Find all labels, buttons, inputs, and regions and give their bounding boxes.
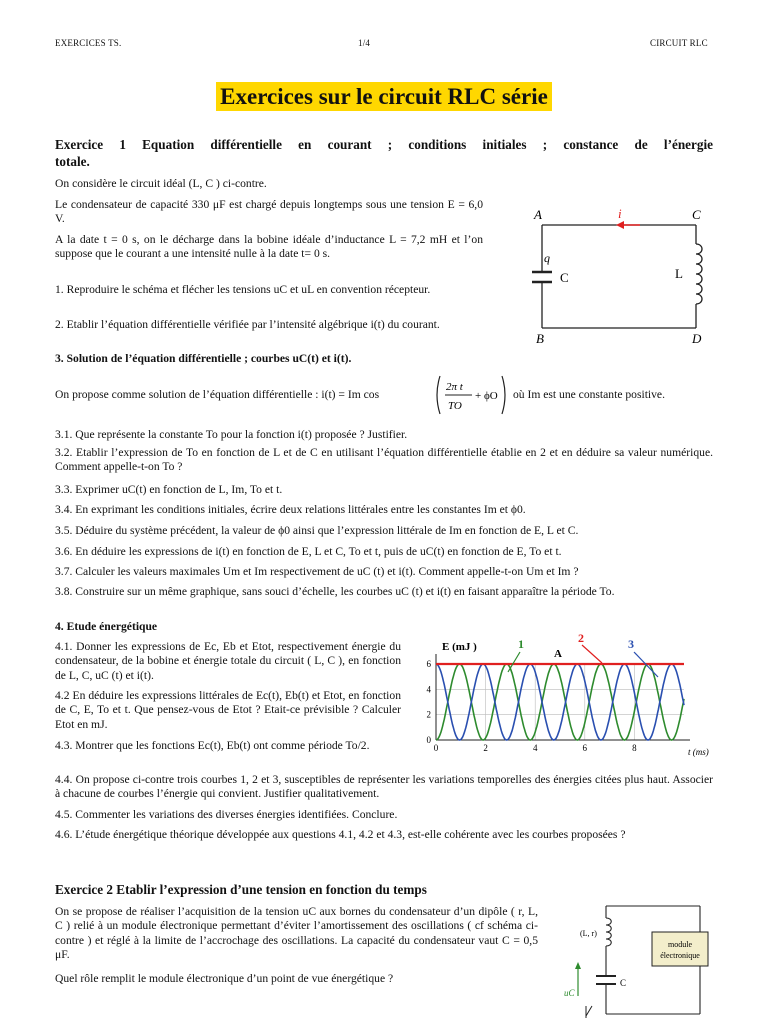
node-B: B — [536, 331, 544, 346]
y-tick-label: 6 — [426, 659, 431, 669]
x-tick-label: 6 — [582, 743, 588, 753]
formula-fraction — [432, 374, 512, 416]
ex1-q33: 3.3. Exprimer uC(t) en fonction de L, Im, To et t. — [55, 483, 283, 496]
ex1-q34: 3.4. En exprimant les conditions initiales, écrire deux relations littérales entre les constantes Im et ϕ0. — [55, 503, 526, 516]
ex2-p1: On se propose de réaliser l’acquisition de la tension uC aux bornes du condensateur d’un dipôle ( r, L, C ) relié à un module électronique permettant d’éviter l’amortissement des oscillations ( cf schéma ci-contre ) et réglé à la limite de l’accrochage des oscillations. La capacité du condensateur vaut C = 0,5 μF. — [55, 905, 538, 961]
formula-line — [55, 374, 715, 416]
header-right: CIRCUIT RLC — [650, 38, 708, 48]
current-label: i — [618, 206, 622, 221]
ex1-q1: 1. Reproduire le schéma et flécher les tensions uC et uL en convention récepteur. — [55, 283, 431, 296]
curve-label-3: 3 — [628, 637, 634, 651]
node-D: D — [692, 331, 702, 346]
ex1-q42: 4.2 En déduire les expressions littérales de Ec(t), Eb(t) et Etot, en fonction de C, E, To et t. Que pensez-vous de Etot ? Etait-ce prévisible ? Calculer Etot en mJ. — [55, 689, 401, 731]
y-tick-label: 2 — [426, 709, 431, 720]
curve-label-1: 1 — [518, 637, 524, 651]
node-C: C — [692, 207, 701, 222]
pointer-1 — [508, 652, 520, 672]
chart-ylabel: E (mJ ) — [442, 641, 477, 653]
x-tick-label: 4 — [532, 743, 538, 753]
ex1-q37: 3.7. Calculer les valeurs maximales Um et Im respectivement de uC (t) et i(t). Comment appelle-t-on Um et Im ? — [55, 565, 579, 578]
module-label-1: module — [668, 940, 692, 949]
ex1-q36: 3.6. En déduire les expressions de i(t) en fonction de E, L et C, To et t, puis de uC(t) en fonction de E, To et t. — [55, 545, 562, 558]
module-label-2: électronique — [660, 951, 700, 960]
formula-phase: + ϕO — [475, 390, 498, 402]
uc-arrow-head — [575, 962, 581, 969]
ground-icon — [586, 1006, 592, 1018]
electronic-module-box — [652, 932, 708, 966]
ex1-p2: A la date t = 0 s, on le décharge dans la bobine idéale d’inductance L = 7,2 mH et l’on suppose que le courant a une intensité nulle à la date t= 0 s. — [55, 233, 483, 261]
ex1-heading-2: totale. — [55, 154, 90, 169]
ex1-q41: 4.1. Donner les expressions de Ec, Eb et Etot, respectivement énergie du condensateur, de la bobine et énergie totale du circuit ( L, C ), en fonction de L, C, uC (t) et i(t). — [55, 640, 401, 682]
capacitor-label: C — [560, 270, 569, 285]
inductor-label: L — [675, 266, 683, 281]
ex2-heading: Exercice 2 Etablir l’expression d’une tension en fonction du temps — [55, 882, 427, 897]
ex2-p2: Quel rôle remplit le module électronique d’un point de vue énergétique ? — [55, 972, 394, 985]
chart-xlabel: t (ms) — [688, 747, 709, 757]
capacitor2-label: C — [620, 978, 627, 988]
header-left: EXERCICES TS. — [55, 38, 122, 48]
y-tick-label: 4 — [426, 684, 431, 695]
node-A: A — [534, 207, 542, 222]
formula-numerator: 2π t — [446, 381, 463, 393]
formula-pre: On propose comme solution de l’équation différentielle : i(t) = Im cos — [55, 388, 380, 401]
y-tick-label: 0 — [426, 735, 431, 745]
ex1-q44: 4.4. On propose ci-contre trois courbes 1, 2 et 3, susceptibles de représenter les variations temporelles des énergies citées plus haut. Associer à chacune de courbes l’énergie qui convient. Justifier qualitativement. — [55, 773, 713, 801]
x-tick-label: 2 — [483, 743, 488, 753]
page-title-wrap — [0, 84, 768, 110]
formula-post: où Im est une constante positive. — [513, 388, 665, 401]
ex1-q2: 2. Etablir l’équation différentielle vérifiée par l’intensité algébrique i(t) du courant. — [55, 318, 440, 331]
ex1-q31: 3.1. Que représente la constante To pour la fonction i(t) proposée ? Justifier. — [55, 428, 408, 441]
ex1-p1: Le condensateur de capacité 330 μF est chargé depuis longtemps sous une tension E = 6,0 V. — [55, 198, 483, 226]
x-tick-label: 0 — [433, 743, 439, 753]
x-tick-label: 8 — [632, 743, 637, 753]
ex1-q45: 4.5. Commenter les variations des diverses énergies identifiées. Conclure. — [55, 808, 398, 821]
formula-denominator: TO — [448, 400, 462, 412]
energy-chart — [412, 632, 718, 762]
ex1-q38: 3.8. Construire sur un même graphique, sans souci d’échelle, les courbes uC (t) et i(t) en faisant apparaître la période To. — [55, 585, 615, 598]
ex1-q4: 4. Etude énergétique — [55, 620, 158, 633]
page-title: Exercices sur le circuit RLC série — [216, 82, 552, 111]
ex1-heading: Exercice 1 Equation différentielle en courant ; conditions initiales ; constance de l’énergie — [55, 137, 713, 152]
curve-label-2: 2 — [578, 632, 584, 645]
charge-label: q — [544, 251, 550, 265]
ex1-q46: 4.6. L’étude énergétique théorique développée aux questions 4.1, 4.2 et 4.3, est-elle cohérente avec les courbes proposées ? — [55, 828, 626, 841]
current-arrow-head — [616, 221, 624, 229]
uc-label: uC — [564, 988, 575, 998]
rlc-circuit-diagram — [520, 202, 720, 347]
rlc-module-diagram — [560, 896, 720, 1024]
ex1-q3: 3. Solution de l’équation différentielle ; courbes uC(t) et i(t). — [55, 352, 352, 365]
ex1-intro: On considère le circuit idéal (L, C ) ci-contre. — [55, 177, 267, 190]
ex1-q32: 3.2. Etablir l’expression de To en fonction de L et de C en utilisant l’équation différentielle établie en 2 et en déduire sa valeur numérique. Comment appelle-t-on To ? — [55, 446, 713, 474]
ex1-q43: 4.3. Montrer que les fonctions Ec(t), Eb(t) ont comme période To/2. — [55, 739, 370, 752]
pointer-2 — [582, 645, 602, 663]
header-page: 1/4 — [358, 38, 371, 48]
ex1-q35: 3.5. Déduire du système précédent, la valeur de ϕ0 ainsi que l’expression littérale de Im en fonction de E, L et C. — [55, 524, 579, 537]
chart-annotation: A — [554, 648, 562, 660]
lr-label: (L, r) — [580, 929, 597, 938]
